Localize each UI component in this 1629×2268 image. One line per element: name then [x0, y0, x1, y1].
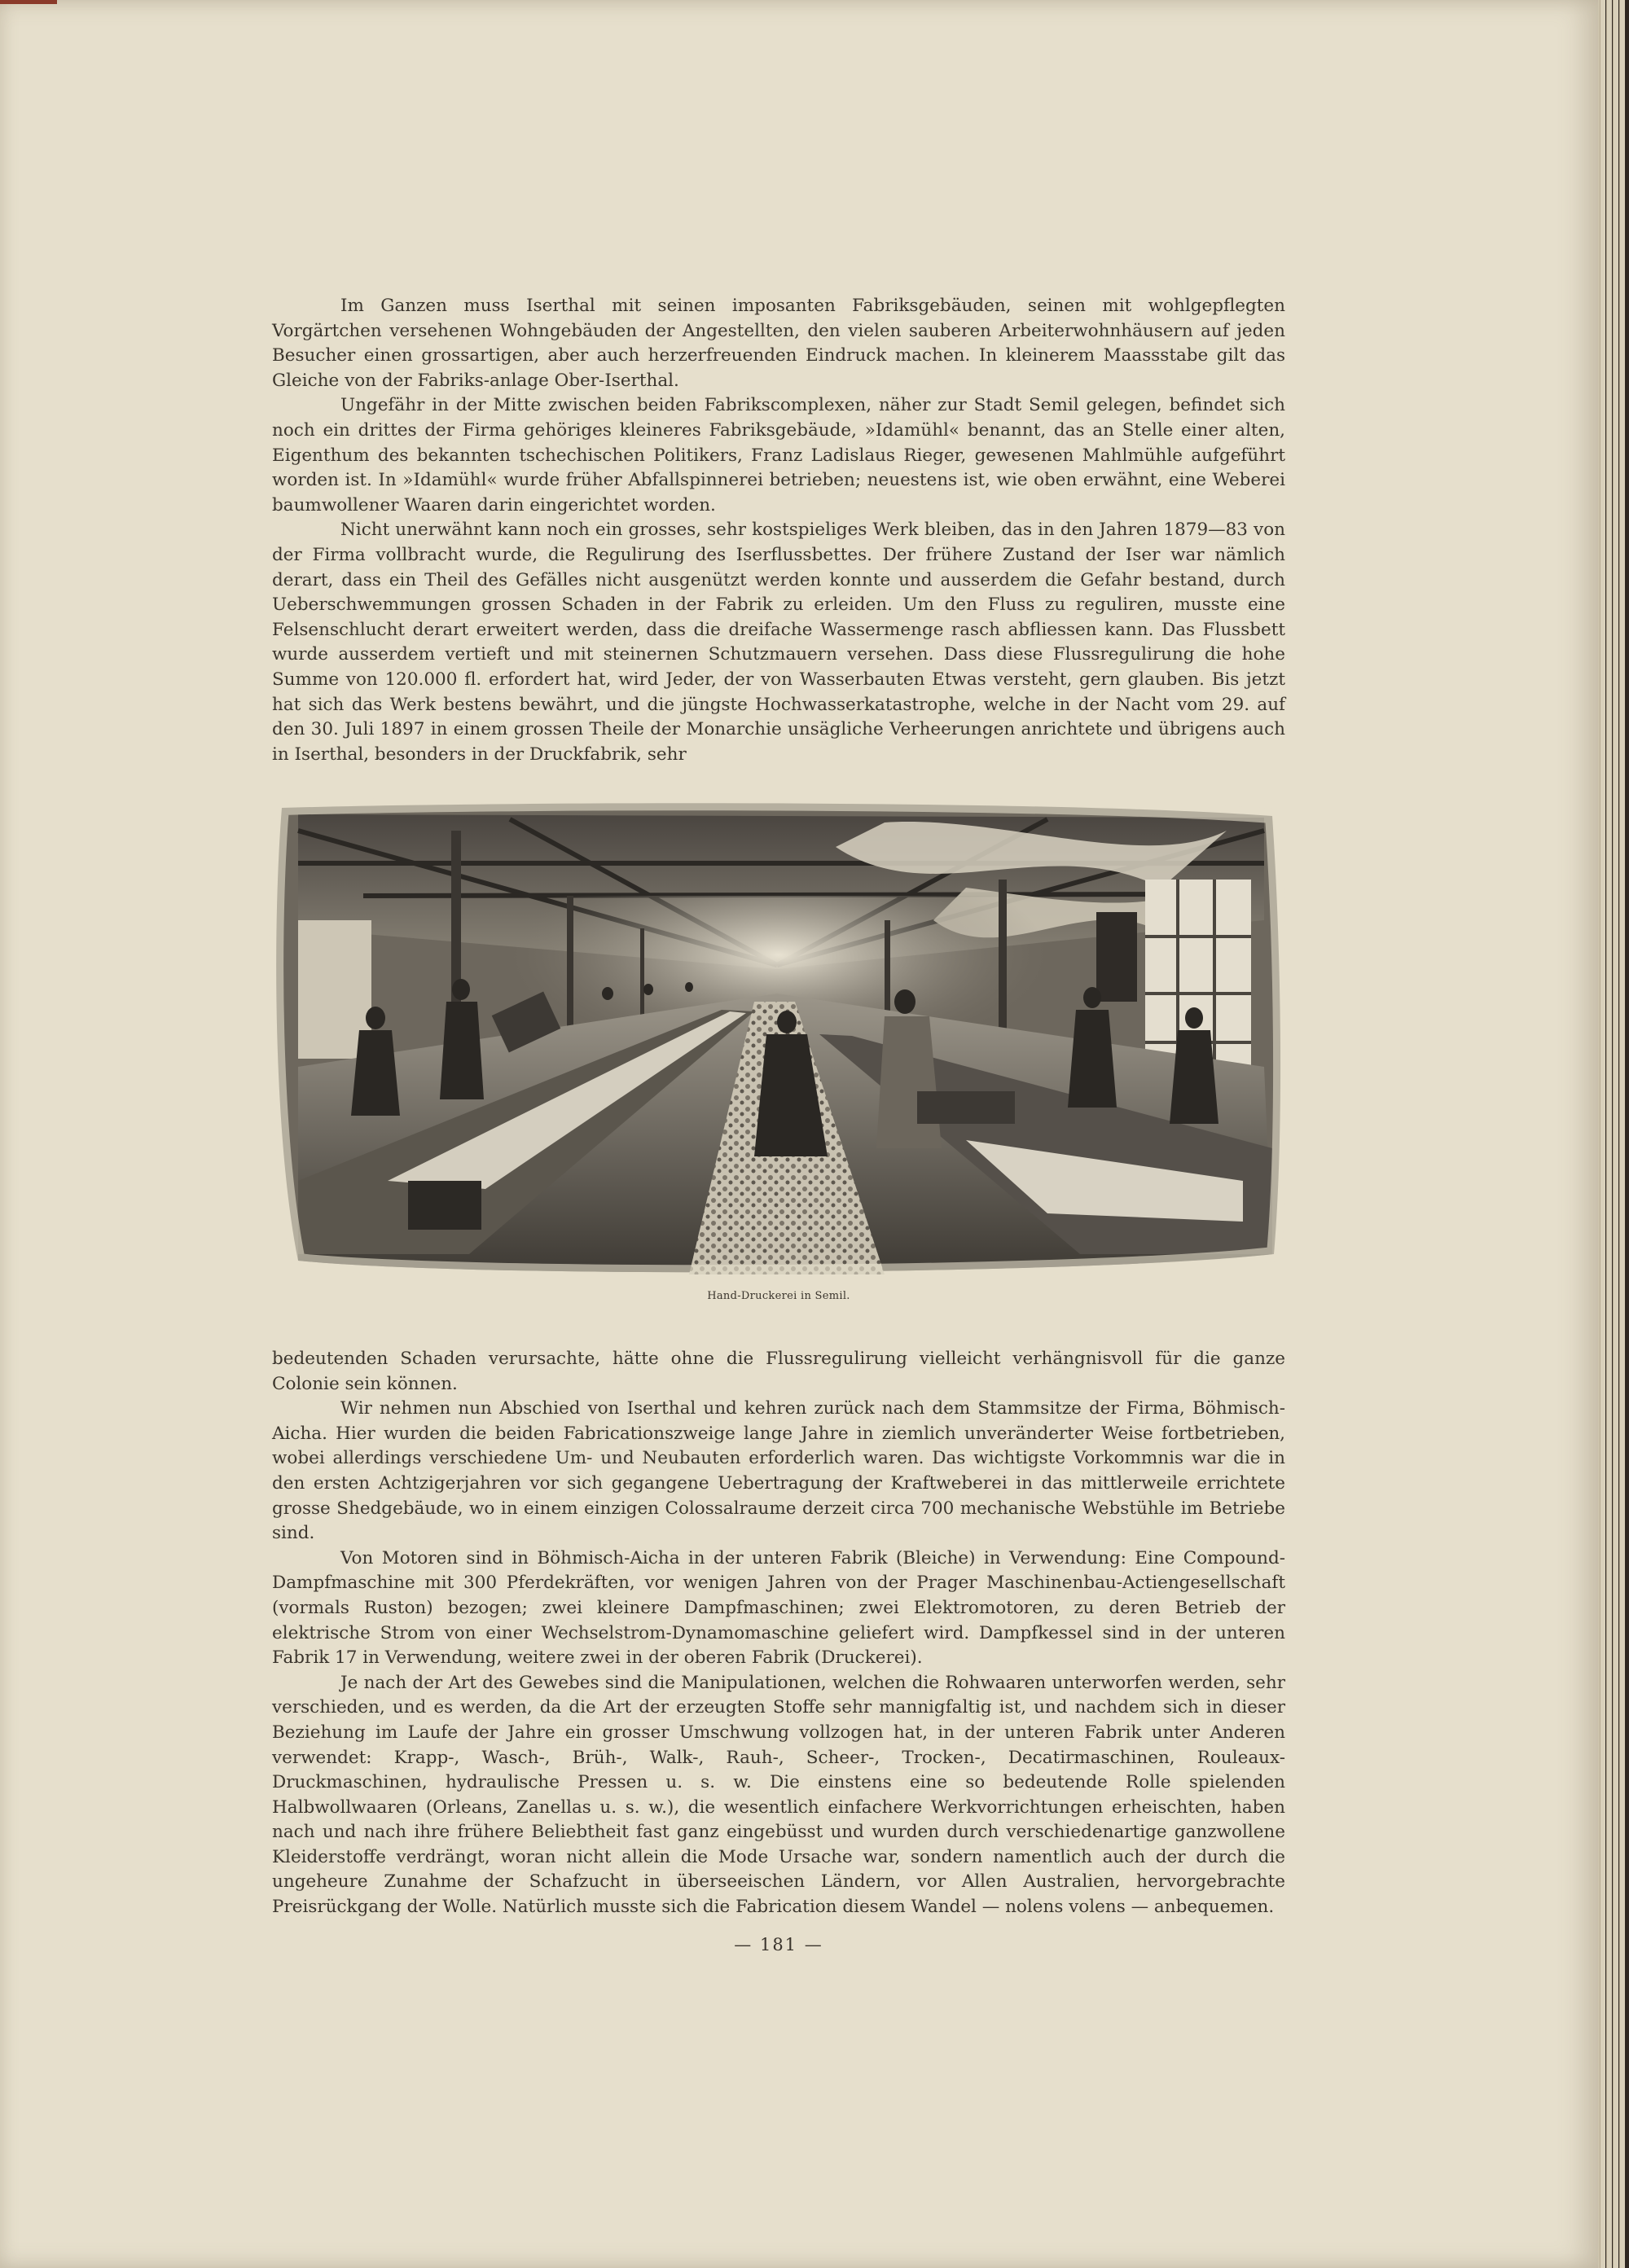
illustration-hand-printing-workshop	[266, 798, 1289, 1279]
paragraph: Ungefähr in der Mitte zwischen beiden Fabrikscomplexen, näher zur Stadt Semil gelegen, befindet sich noch ein drittes der Firma gehöriges kleineres Fabriksgebäude, »Idamühl« benannt, das an Stelle einer alten, Eigenthum des bekannten tschechischen Politikers, Franz Ladislaus Rieger, gewesenen Mahlmühle aufgeführt worden ist. In »Idamühl« wurde früher Abfallspinnerei betrieben; neuestens ist, wie oben erwähnt, eine Weberei baumwollener Waaren darin eingerichtet worden.	[272, 395, 1285, 515]
page-number: — 181 —	[734, 1935, 823, 1954]
paragraph: bedeutenden Schaden verursachte, hätte ohne die Flussregulirung vielleicht verhängnisvoll für die ganze Colonie sein können.	[272, 1349, 1285, 1394]
paragraph: Wir nehmen nun Abschied von Iserthal und kehren zurück nach dem Stammsitze der Firma, Böhmisch-Aicha. Hier wurden die beiden Fabricationszweige lange Jahre in ziemlich unveränderter Weise fortbetrieben, wobei allerdings verschiedene Um- und Neubauten erforderlich waren. Das wichtigste Vorkommnis war die in den ersten Achtzigerjahren vor sich gegangene Uebertragung der Kraftweberei in das mittlerweile errichtete grosse Shedgebäude, wo in einem einzigen Colossalraume derzeit circa 700 mechanische Webstühle im Betriebe sind.	[272, 1398, 1285, 1544]
page-edge	[1619, 0, 1625, 2268]
page-edge	[1600, 0, 1605, 2268]
paragraph: Von Motoren sind in Böhmisch-Aicha in der unteren Fabrik (Bleiche) in Verwendung: Eine Compound-Dampfmaschine mit 300 Pferdekräften, vor wenigen Jahren von der Prager Maschinenbau-Actiengesellschaft (vormals Ruston) bezogen; zwei kleinere Dampfmaschinen; zwei Elektromotoren, zu deren Betrieb der elektrische Strom von einer Wechselstrom-Dynamomaschine geliefert wird. Dampfkessel sind in der unteren Fabrik 17 in Verwendung, weitere zwei in der oberen Fabrik (Druckerei).	[272, 1547, 1285, 1669]
page-corner-mark	[0, 0, 57, 4]
text-block-bottom	[272, 1347, 1285, 1920]
text-block-top	[272, 294, 1285, 767]
page-edge	[1613, 0, 1618, 2268]
paragraph: Je nach der Art des Gewebes sind die Manipulationen, welchen die Rohwaaren unterworfen werden, sehr verschieden, und es werden, da die Art der erzeugten Stoffe sehr mannigfaltig ist, und nachdem sich in dieser Beziehung im Laufe der Jahre ein grosser Umschwung vollzogen hat, in der unteren Fabrik unter Anderen verwendet: Krapp-, Wasch-, Brüh-, Walk-, Rauh-, Scheer-, Trocken-, Decatirmaschinen, Rouleaux-Druckmaschinen, hydraulische Pressen u. s. w. Die einstens eine so bedeutende Rolle spielenden Halbwollwaaren (Orleans, Zanellas u. s. w.), die wesentlich einfachere Werkvorrichtungen erheischten, haben nach und nach ihre frühere Beliebtheit fast ganz eingebüsst und wurden durch verschiedenartige ganzwollene Kleiderstoffe verdrängt, woran nicht allein die Mode Ursache war, sondern namentlich auch der durch die ungeheure Zunahme der Schafzucht in überseeischen Ländern, vor Allen Australien, hervorgebrachte Preisrückgang der Wolle. Natürlich musste sich die Fabrication diesem Wandel — nolens volens — anbequemen.	[272, 1672, 1285, 1918]
engraving-image	[266, 798, 1289, 1279]
paragraph: Im Ganzen muss Iserthal mit seinen imposanten Fabriksgebäuden, seinen mit wohlgepflegten Vorgärtchen versehenen Wohngebäuden der Angestellten, den vielen sauberen Arbeiterwohnhäusern auf jeden Besucher einen grossartigen, aber auch herzerfreuenden Eindruck machen. In kleinerem Maassstabe gilt das Gleiche von der Fabriks-anlage Ober-Iserthal.	[272, 296, 1285, 391]
figure-caption: Hand-Druckerei in Semil.	[707, 1290, 850, 1302]
paragraph: Nicht unerwähnt kann noch ein grosses, sehr kostspieliges Werk bleiben, das in den Jahren 1879—83 von der Firma vollbracht wurde, die Regulirung des Iserflussbettes. Der frühere Zustand der Iser war nämlich derart, dass ein Theil des Gefälles nicht ausgenützt werden konnte und ausserdem die Gefahr bestand, durch Ueberschwemmungen grossen Schaden in der Fabrik zu erleiden. Um den Fluss zu reguliren, musste eine Felsenschlucht derart erweitert werden, dass die dreifache Wassermenge rasch abfliessen kann. Das Flussbett wurde ausserdem vertieft und mit steinernen Schutzmauern versehen. Dass diese Flussregulirung die hohe Summe von 120.000 fl. erfordert hat, wird Jeder, der von Wasserbauten Etwas versteht, gern glauben. Bis jetzt hat sich das Werk bestens bewährt, und die jüngste Hochwasserkatastrophe, welche in der Nacht vom 29. auf den 30. Juli 1897 in einem grossen Theile der Monarchie unsägliche Verheerungen anrichtete und übrigens auch in Iserthal, besonders in der Druckfabrik, sehr	[272, 520, 1285, 765]
page-edge	[1606, 0, 1612, 2268]
